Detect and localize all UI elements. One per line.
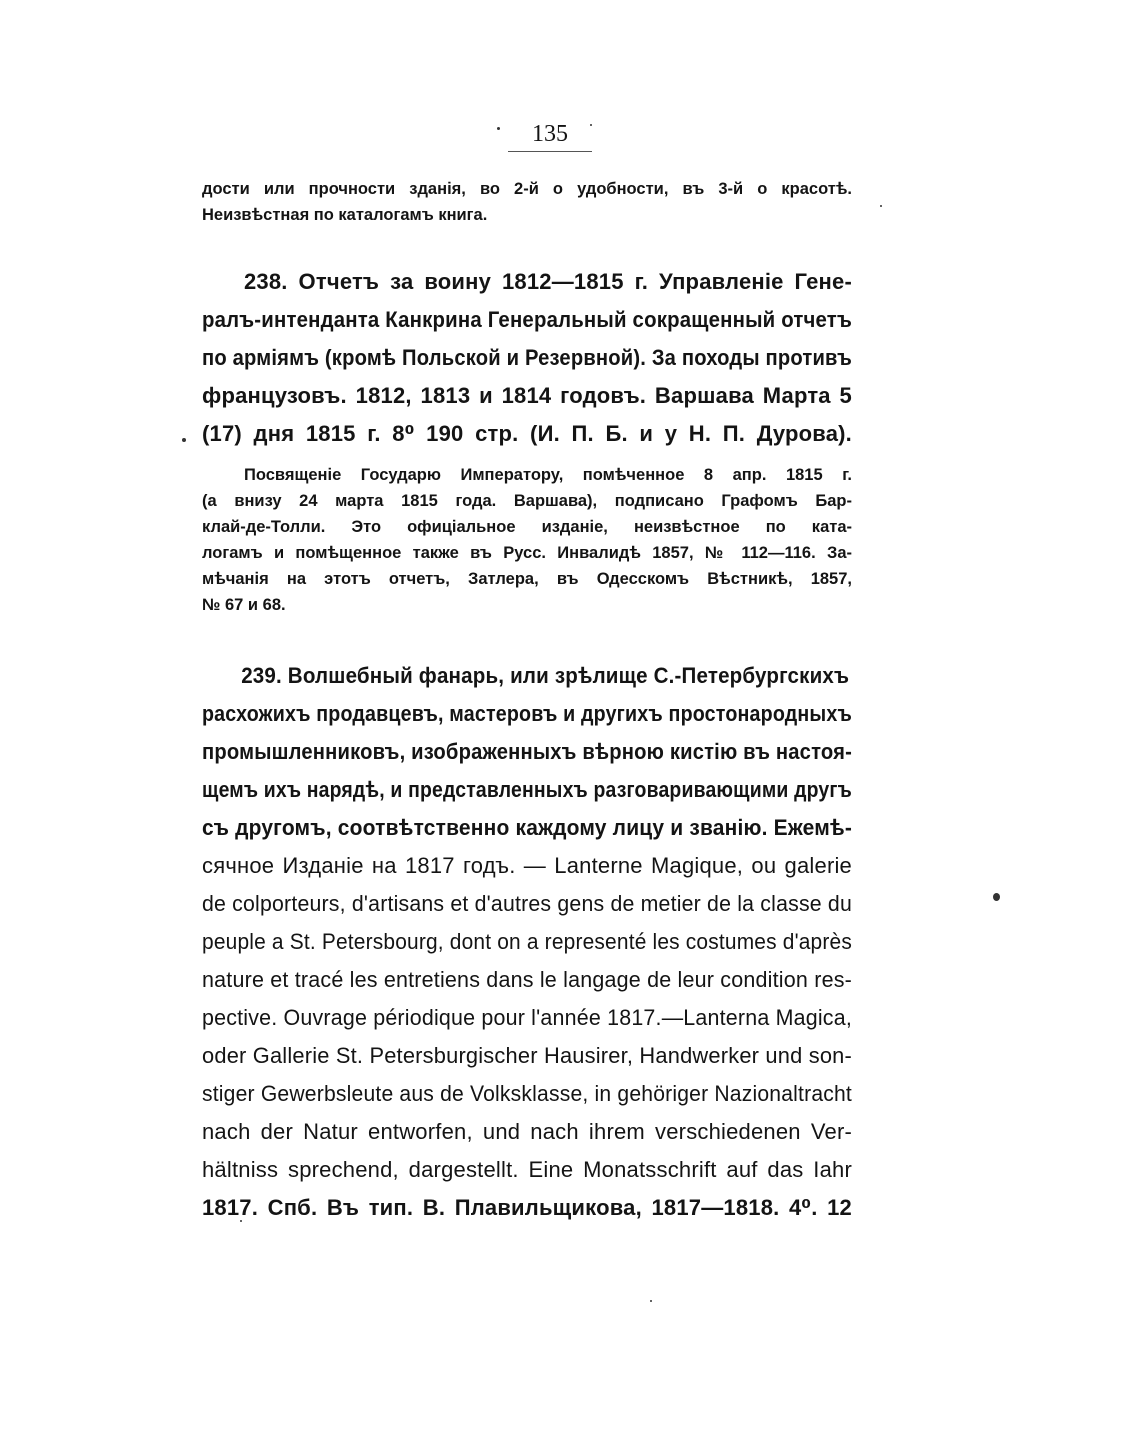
scan-speck	[590, 124, 592, 126]
entry-heading-line: 238. Отчетъ за воину 1812—1815 г. Управленіе Гене-	[244, 269, 852, 294]
text-line: pective. Ouvrage périodique pour l'année 1817.—Lanterna Magica,	[202, 1005, 852, 1030]
note-line: мѣчанія на этотъ отчетъ, Затлера, въ Одесскомъ Вѣстникѣ, 1857,	[202, 570, 852, 588]
text-line: ралъ-интенданта Канкрина Генеральный сокращенный отчетъ	[202, 307, 852, 332]
text-line: (17) дня 1815 г. 8⁰ 190 стр. (И. П. Б. и у Н. П. Дурова).	[202, 421, 852, 446]
note-line: клай-де-Толли. Это офиціальное изданіе, неизвѣстное по ката-	[202, 518, 852, 536]
text-line: hältniss sprechend, dargestellt. Eine Monatsschrift auf das Iahr	[202, 1157, 852, 1182]
entry-238-note	[202, 462, 852, 618]
text-line: сячное Изданіе на 1817 годъ. — Lanterne Magique, ou galerie	[202, 853, 852, 878]
scan-speck	[182, 438, 186, 442]
note-line: логамъ и помѣщенное также въ Русс. Инвалидѣ 1857, № 112—116. За-	[202, 544, 852, 562]
text-line: французовъ. 1812, 1813 и 1814 годовъ. Варшава Марта 5	[202, 383, 852, 408]
note-line: (а внизу 24 марта 1815 года. Варшава), подписано Графомъ Бар-	[202, 492, 852, 510]
entry-heading-line: 239. Волшебный фанарь, или зрѣлище С.-Петербургскихъ	[241, 663, 850, 688]
text-line: de colporteurs, d'artisans et d'autres gens de metier de la classe du	[202, 891, 853, 916]
text-line: щемъ ихъ нарядѣ, и представленныхъ разговаривающими другъ	[202, 777, 852, 802]
text-line: 1817. Спб. Въ тип. В. Плавильщикова, 1817—1818. 4⁰. 12	[202, 1195, 852, 1220]
scan-speck	[993, 893, 1000, 901]
text-line: съ другомъ, соотвѣтственно каждому лицу и званію. Ежемѣ-	[202, 815, 853, 840]
text-line: nach der Natur entworfen, und nach ihrem verschiedenen Ver-	[202, 1119, 852, 1144]
scan-speck	[240, 1220, 242, 1222]
intro-paragraph	[202, 176, 852, 228]
text-line: stiger Gewerbsleute aus de Volksklasse, in gehöriger Nazionaltracht	[202, 1081, 852, 1106]
scan-speck	[880, 205, 882, 207]
scan-speck	[650, 1300, 652, 1302]
text-line: nature et tracé les entretiens dans le langage de leur condition res-	[202, 967, 853, 992]
note-line: № 67 и 68.	[202, 596, 286, 614]
text-line: Неизвѣстная по каталогамъ книга.	[202, 206, 488, 224]
text-line: промышленниковъ, изображенныхъ вѣрною кистію въ настоя-	[202, 739, 852, 764]
note-line: Посвященіе Государю Императору, помѣченное 8 апр. 1815 г.	[244, 466, 852, 484]
entry-238	[202, 263, 852, 453]
page-number: 135	[508, 120, 592, 152]
text-line: по арміямъ (кромѣ Польской и Резервной). За походы противъ	[202, 345, 852, 370]
text-line: дости или прочности зданія, во 2-й о удобности, въ 3-й о красотѣ.	[202, 180, 852, 198]
scan-speck	[497, 127, 500, 130]
text-line: расхожихъ продавцевъ, мастеровъ и другихъ простонародныхъ	[202, 701, 852, 726]
entry-239	[202, 657, 852, 1227]
text-line: peuple a St. Petersbourg, dont on a representé les costumes d'après	[202, 929, 852, 954]
text-line: oder Gallerie St. Petersburgischer Hausirer, Handwerker und son-	[202, 1043, 852, 1068]
